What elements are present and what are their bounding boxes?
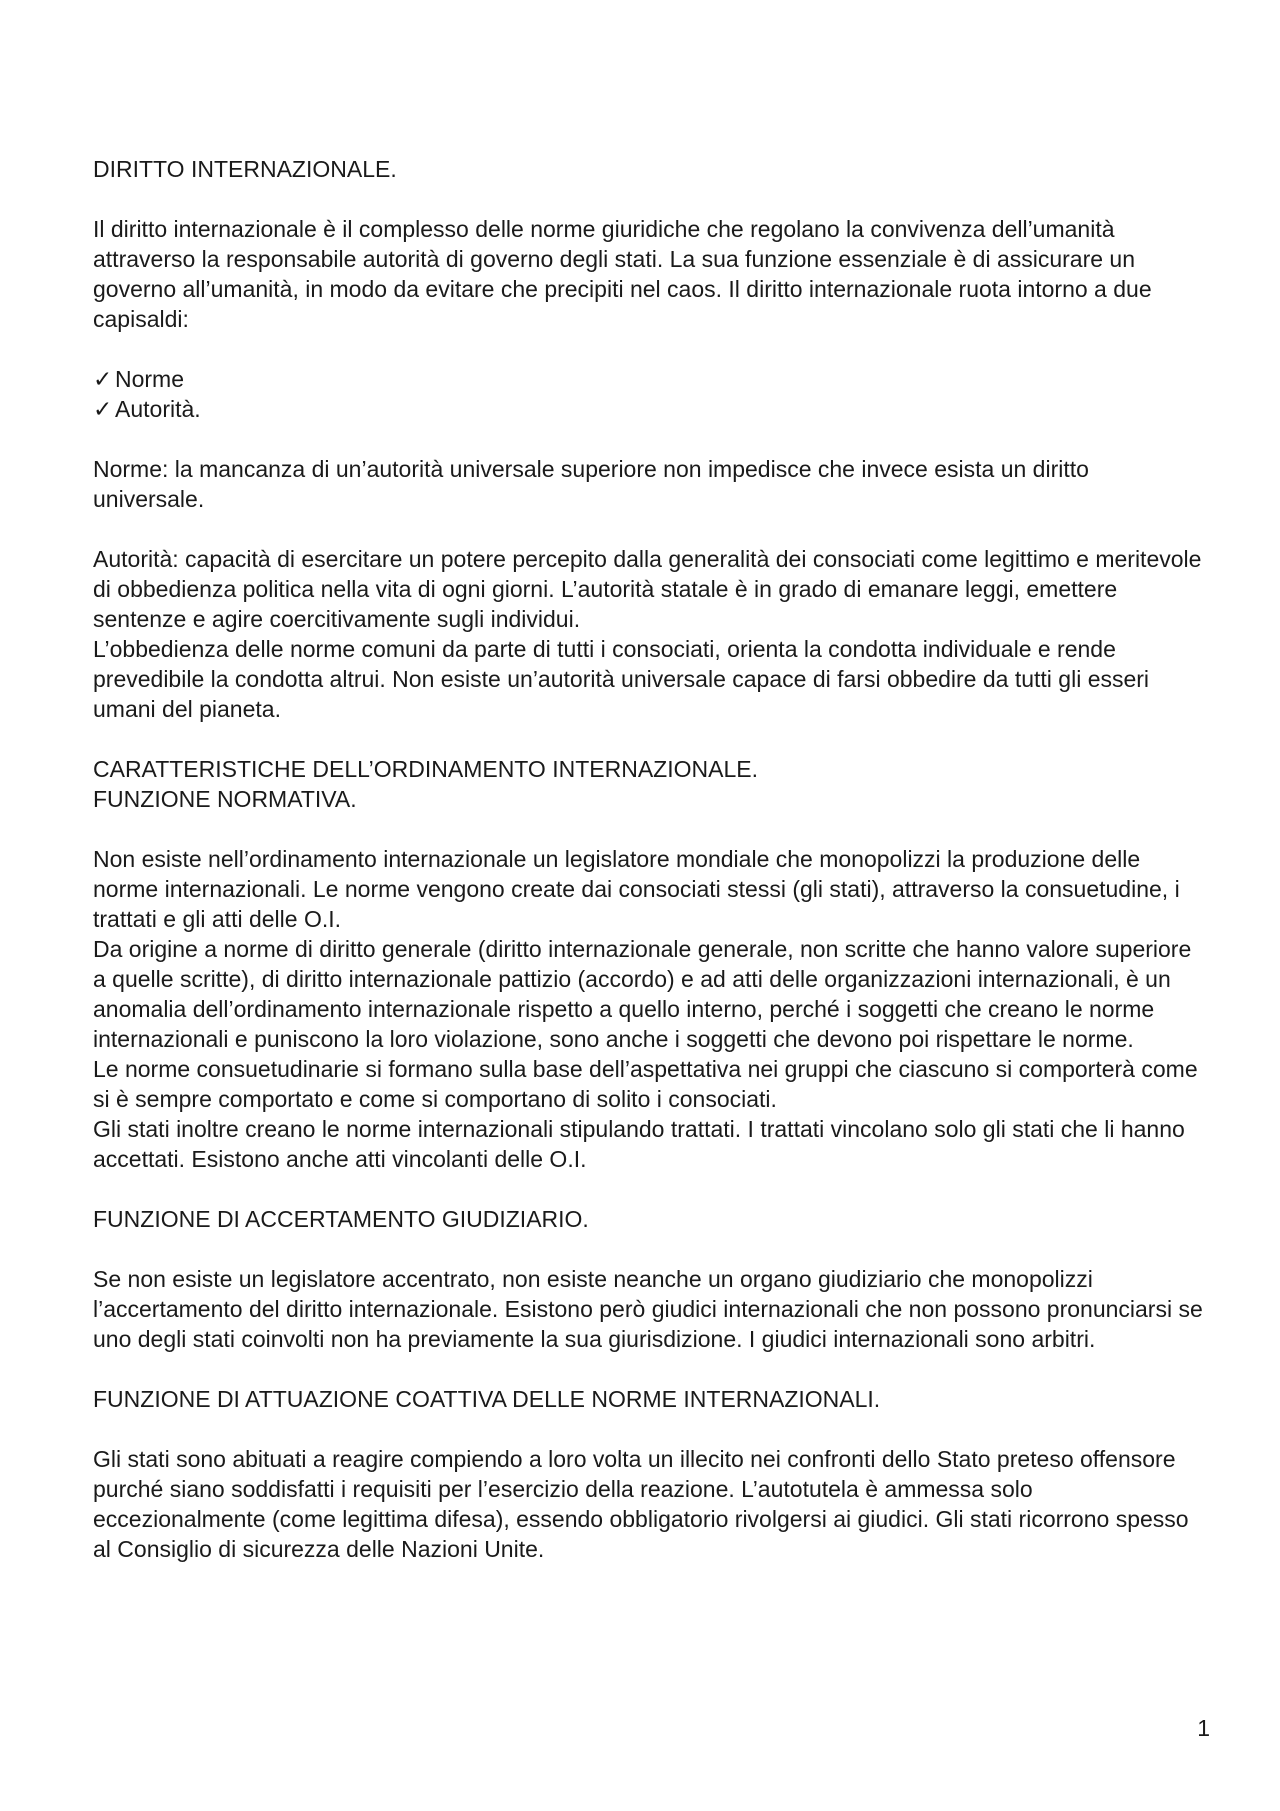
obbedienza-paragraph: L’obbedienza delle norme comuni da parte di tutti i consociati, orienta la condotta individuale e rende prevedibile la condotta altrui. Non esiste un’autorità universale capace di farsi obbedire da tutti gli esseri umani del pianeta. (93, 636, 1150, 722)
spacer (93, 724, 1203, 754)
section-heading-judicial: FUNZIONE DI ACCERTAMENTO GIUDIZIARIO. (93, 1206, 589, 1232)
page-number: 1 (1197, 1715, 1210, 1741)
section-heading-enforcement: FUNZIONE DI ATTUAZIONE COATTIVA DELLE NORME INTERNAZIONALI. (93, 1386, 881, 1412)
spacer (93, 1174, 1203, 1204)
normative-paragraph: Non esiste nell’ordinamento internazionale un legislatore mondiale che monopolizzi la produzione delle norme internazionali. Le norme vengono create dai consociati stessi (gli stati), attraverso la consuetudine, i trattati e gli atti delle O.I. (93, 846, 1180, 932)
enforcement-paragraph: Gli stati sono abituati a reagire compiendo a loro volta un illecito nei confronti dello Stato preteso offensore purché siano soddisfatti i requisiti per l’esercizio della reazione. L’autotutela è ammessa solo eccezionalmente (come legittima difesa), essendo obbligatorio rivolgersi ai giudici. Gli stati ricorrono spesso al Consiglio di sicurezza delle Nazioni Unite. (93, 1446, 1189, 1562)
spacer (93, 1414, 1203, 1444)
normative-paragraph: Le norme consuetudinarie si formano sulla base dell’aspettativa nei gruppi che ciascuno si comporterà come si è sempre comportato e come si comportano di solito i consociati. (93, 1056, 1198, 1112)
list-item (93, 364, 1203, 394)
spacer (93, 1234, 1203, 1264)
document-body (93, 154, 1203, 1564)
autorita-definition: Autorità: capacità di esercitare un potere percepito dalla generalità dei consociati come legittimo e meritevole di obbedienza politica nella vita di ogni giorni. L’autorità statale è in grado di emanare leggi, emettere sentenze e agire coercitivamente sugli individui. (93, 546, 1202, 632)
judicial-paragraph: Se non esiste un legislatore accentrato, non esiste neanche un organo giudiziario che monopolizzi l’accertamento del diritto internazionale. Esistono però giudici internazionali che non possono pronunciarsi se uno degli stati coinvolti non ha previamente la sua giurisdizione. I giudici internazionali sono arbitri. (93, 1266, 1203, 1352)
spacer (93, 514, 1203, 544)
intro-paragraph: Il diritto internazionale è il complesso delle norme giuridiche che regolano la convivenza dell’umanità attraverso la responsabile autorità di governo degli stati. La sua funzione essenziale è di assicurare un governo all’umanità, in modo da evitare che precipiti nel caos. Il diritto internazionale ruota intorno a due capisaldi: (93, 216, 1152, 332)
normative-paragraph: Gli stati inoltre creano le norme internazionali stipulando trattati. I trattati vincolano solo gli stati che li hanno accettati. Esistono anche atti vincolanti delle O.I. (93, 1116, 1185, 1172)
list-item (93, 394, 1203, 424)
spacer (93, 184, 1203, 214)
spacer (93, 814, 1203, 844)
pillars-list (93, 364, 1203, 424)
spacer (93, 424, 1203, 454)
section-heading-normative: FUNZIONE NORMATIVA. (93, 786, 357, 812)
spacer (93, 334, 1203, 364)
document-title: DIRITTO INTERNAZIONALE. (93, 156, 397, 182)
pillar-label: Norme (115, 366, 185, 392)
section-heading-characteristics: CARATTERISTICHE DELL’ORDINAMENTO INTERNAZIONALE. (93, 756, 758, 782)
norme-definition: Norme: la mancanza di un’autorità universale superiore non impedisce che invece esista un diritto universale. (93, 456, 1089, 512)
pillar-label: Autorità. (115, 396, 201, 422)
checkmark-icon: ✓ (93, 396, 113, 422)
spacer (93, 1354, 1203, 1384)
normative-paragraph: Da origine a norme di diritto generale (diritto internazionale generale, non scritte che hanno valore superiore a quelle scritte), di diritto internazionale pattizio (accordo) e ad atti delle organizzazioni internazionali, è un anomalia dell’ordinamento internazionale rispetto a quello interno, perché i soggetti che creano le norme internazionali e puniscono la loro violazione, sono anche i soggetti che devono poi rispettare le norme. (93, 936, 1192, 1052)
checkmark-icon: ✓ (93, 366, 113, 392)
